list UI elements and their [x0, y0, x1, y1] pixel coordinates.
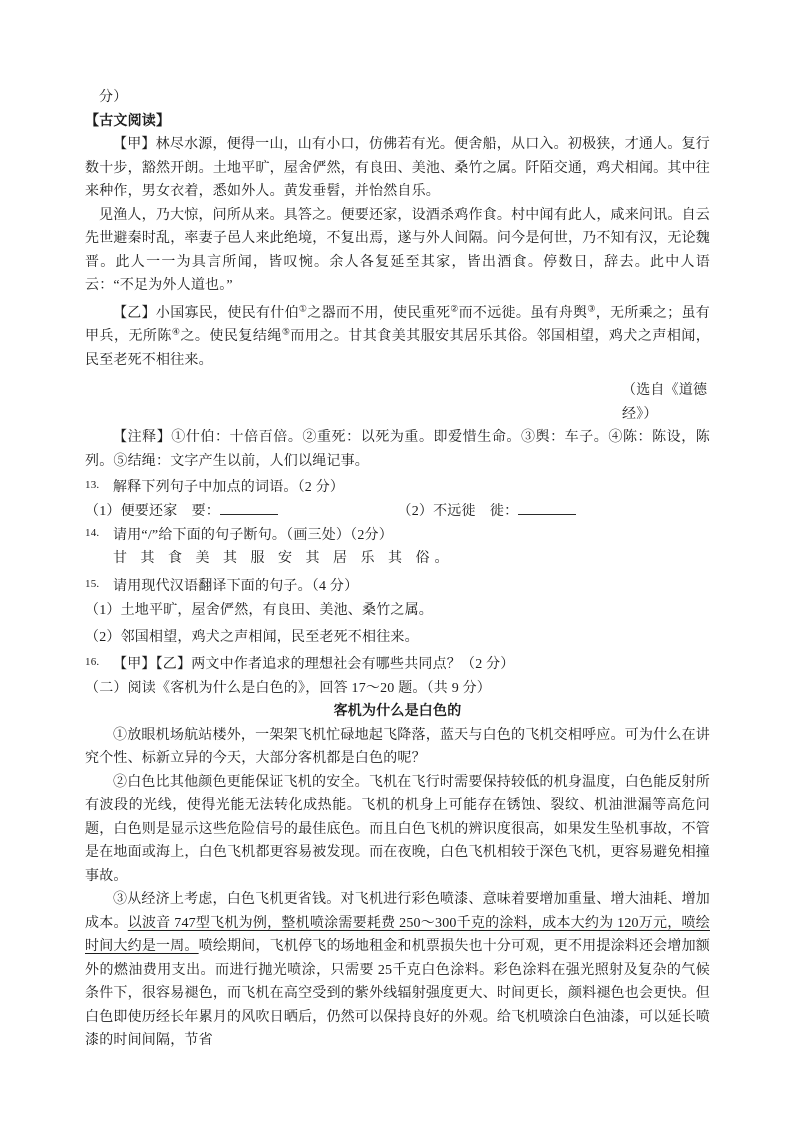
yi-text-segment: 而用之。甘其食美其服安其居乐其俗。邻国相望，鸡犬之声相闻，民至老死不相往来。 — [85, 329, 710, 368]
q15-item-1: （1）土地平旷，屋舍俨然，有良田、美池、桑竹之属。 — [85, 602, 433, 618]
q15-item-2: （2）邻国相望，鸡犬之声相闻，民至老死不相往来。 — [85, 630, 419, 645]
question-14-number: 14. — [85, 527, 100, 539]
passage-yi-paragraph — [85, 302, 710, 373]
yi-text-segment: 之器而不用，使民重死 — [307, 305, 451, 321]
note-ref-5: ⑤ — [281, 326, 291, 337]
question-13 — [85, 476, 710, 496]
passage-jia-paragraph-2: 见渔人，乃大惊，问所从来。具答之。便要还家，设酒杀鸡作食。村中闻有此人，咸来问讯。自云先世避秦时乱，率妻子邑人来此绝境，不复出焉，遂与外人间隔。问今是何世，乃不知有汉，无论魏晋。此人一一为具言所闻，皆叹惋。余人各复延至其家，皆出酒食。停数日，辞去。此中人语云：“不足为外人道也。” — [85, 207, 710, 293]
modern-paragraph-2: ②白色比其他颜色更能保证飞机的安全。飞机在飞行时需要保持较低的机身温度，白色能反射所有波段的光线，使得光能无法转化成热能。飞机的机身上可能存在锈蚀、裂纹、机油泄漏等高危问题，白色则是显示这些危险信号的最佳底色。而且白色飞机的辨识度很高，如果发生坠机事故，不管是在地面或海上，白色飞机都更容易被发现。而在夜晚，白色飞机相较于深色飞机，更容易避免相撞事故。 — [85, 774, 710, 884]
para3-text-segment: ③从经济上考虑，白色飞机更省钱。对飞机进行彩色喷漆、意味着要增加重量、增大油耗、增加成本。 — [85, 892, 710, 931]
q13-answer-blank-1 — [220, 501, 278, 515]
section-heading-ancient-reading: 【古文阅读】 — [85, 113, 171, 129]
question-15-number: 15. — [85, 577, 100, 590]
note-ref-3: ③ — [587, 302, 596, 313]
yi-text-segment: 【乙】小国寡民，使民有什伯 — [113, 305, 299, 321]
q13-item-1-label: （1）便要还家 要： — [85, 504, 220, 519]
para3-underlined-sentence: 以波音 747型飞机为例，整机喷涂需要耗费 250～300千克的涂料，成本大约为 120万元，喷绘时间大约是一周。 — [85, 915, 710, 954]
question-15 — [85, 575, 710, 595]
modern-paragraph-1: ①放眼机场航站楼外，一架架飞机忙碌地起飞降落，蓝天与白色的飞机交相呼应。可为什么在讲究个性、标新立异的今天，大部分客机都是白色的呢？ — [85, 727, 710, 766]
question-14-text: 请用“/”给下面的句子断句。（画三处）（2分） — [113, 528, 393, 543]
q14-sentence-to-punctuate: 甘 其 食 美 其 服 安 其 居 乐 其 俗。 — [113, 551, 454, 566]
q13-item-1 — [85, 500, 398, 520]
yi-text-segment: 之。使民复结绳 — [180, 329, 282, 344]
modern-paragraph-3 — [85, 888, 710, 1053]
notes-paragraph: 【注释】①什伯：十倍百倍。②重死：以死为重。即爱惜生命。③舆：车子。④陈：陈设，陈列。⑤结绳：文字产生以前，人们以绳记事。 — [85, 430, 710, 469]
para3-text-segment: 喷绘期间，飞机停飞的场地租金和机票损失也十分可观，更不用提涂料还会增加额外的燃油费用支出。而进行抛光喷涂，只需要 25千克白色涂料。彩色涂料在强光照射及复杂的气候条件下，很容易褪色，而飞机在高空受到的紫外线辐射强度更大、时间更长，颜料褪色也会更快。但白色即使历经长年累月的风吹日晒后，仍然可以保持良好的外观。给飞机喷涂白色油漆，可以延长喷漆的时间间隔，节省 — [85, 939, 710, 1048]
leading-fragment: 分） — [99, 90, 128, 105]
question-14 — [85, 524, 710, 544]
question-13-items — [85, 500, 710, 520]
yi-text-segment: 而不远徙。虽有舟舆 — [458, 305, 588, 321]
note-ref-2: ② — [450, 302, 459, 313]
question-16 — [85, 653, 710, 673]
q13-item-2-label: （2）不远徙 徙： — [397, 504, 519, 519]
section-two-intro: （二）阅读《客机为什么是白色的》，回答 17～20 题。（共 9 分） — [85, 680, 491, 696]
note-ref-4: ④ — [171, 326, 181, 337]
question-15-text: 请用现代汉语翻译下面的句子。（4 分） — [113, 578, 359, 594]
note-ref-1: ① — [298, 302, 308, 313]
question-13-text: 解释下列句子中加点的词语。（2 分） — [113, 480, 345, 495]
passage-jia-paragraph-1: 【甲】林尽水源，便得一山，山有小口，仿佛若有光。便舍船，从口入。初极狭，才通人。复行数十步，豁然开朗。土地平旷，屋舍俨然，有良田、美池、桑竹之属。阡陌交通，鸡犬相闻。其中往来种作，男女衣着，悉如外人。黄发垂髫，并怡然自乐。 — [85, 137, 710, 199]
question-16-number: 16. — [85, 655, 100, 668]
source-attribution: （选自《道德经》） — [622, 383, 708, 422]
q13-answer-blank-2 — [518, 501, 576, 515]
q13-item-2 — [398, 500, 711, 520]
question-16-text: 【甲】【乙】两文中作者追求的理想社会有哪些共同点？（2 分） — [113, 656, 515, 672]
modern-passage-title: 客机为什么是白色的 — [333, 704, 462, 719]
question-13-number: 13. — [85, 479, 100, 491]
yi-text-segment: ，无所乘之；虽有甲兵，无所陈 — [85, 305, 710, 344]
